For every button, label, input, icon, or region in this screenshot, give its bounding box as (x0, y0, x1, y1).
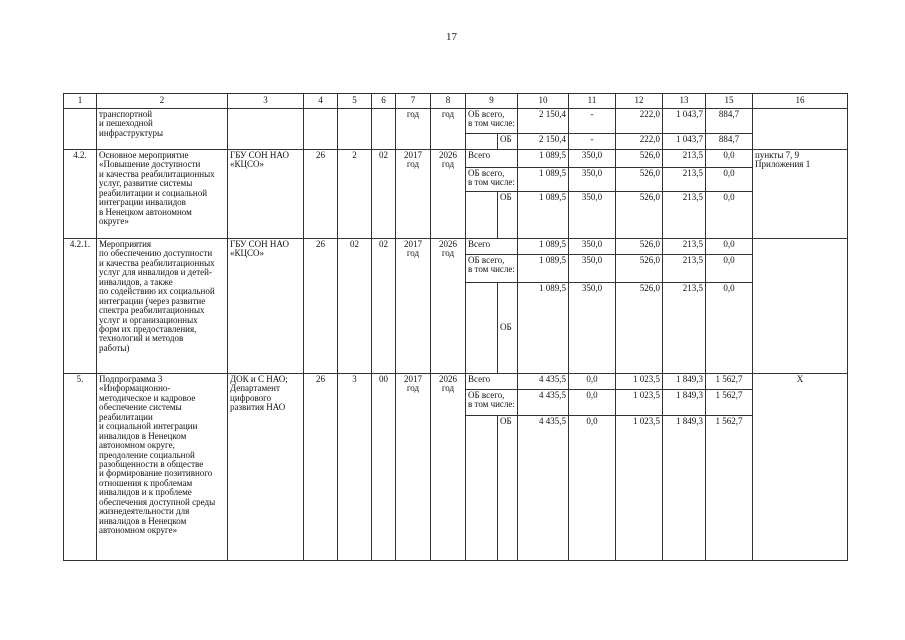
note-cell (753, 239, 848, 374)
header-cell: 11 (569, 94, 616, 109)
value-cell: 526,0 (616, 283, 663, 374)
code-cell: 00 (372, 374, 396, 561)
code-cell: 3 (338, 374, 372, 561)
header-row (64, 94, 848, 109)
header-cell: 3 (228, 94, 304, 109)
start-year: 2017 год (396, 150, 431, 239)
funding-source: ОБ всего, в том числе: (466, 168, 518, 192)
table-row (64, 109, 848, 134)
end-year: год (431, 109, 466, 150)
value-cell: 4 435,5 (518, 390, 569, 416)
value-cell: 222,0 (616, 109, 663, 134)
funding-source: Всего (466, 150, 518, 168)
table-row (64, 374, 848, 390)
value-cell: 1 043,7 (663, 109, 706, 134)
code-cell: 02 (338, 239, 372, 374)
activity-name: Подпрограмма 3 «Информационно- методическое и кадровое обеспечение системы реабилитации и социальной интеграции инвалидов в Ненецком автономном округе, преодоление социальной разобщенности в обществе и формирование позитивного отношения к проблемам инвалидов и к проблеме обеспечения доступной среды жизнедеятельности для инвалидов в Ненецком автономном округе» (97, 374, 228, 561)
code-cell: 26 (304, 150, 338, 239)
value-cell: 1 562,7 (706, 374, 753, 390)
funding-source: ОБ (498, 192, 518, 239)
value-cell: 1 023,5 (616, 374, 663, 390)
value-cell: 884,7 (706, 109, 753, 134)
funding-source: ОБ (498, 416, 518, 561)
value-cell: 1 849,3 (663, 374, 706, 390)
code-cell: 2 (338, 150, 372, 239)
funding-source: ОБ всего, в том числе: (466, 109, 518, 134)
value-cell: 0,0 (706, 255, 753, 283)
value-cell: 1 089,5 (518, 283, 569, 374)
value-cell: 526,0 (616, 192, 663, 239)
value-cell: 0,0 (706, 168, 753, 192)
code-cell: 26 (304, 374, 338, 561)
value-cell: 350,0 (569, 168, 616, 192)
value-cell: 213,5 (663, 150, 706, 168)
end-year: 2026 год (431, 239, 466, 374)
start-year: 2017 год (396, 239, 431, 374)
code-cell: 02 (372, 150, 396, 239)
end-year: 2026 год (431, 374, 466, 561)
value-cell: 0,0 (706, 283, 753, 374)
funding-source: ОБ всего, в том числе: (466, 255, 518, 283)
value-cell: 213,5 (663, 283, 706, 374)
value-cell: 4 435,5 (518, 374, 569, 390)
header-cell: 15 (706, 94, 753, 109)
value-cell: 2 150,4 (518, 134, 569, 150)
value-cell: 0,0 (569, 390, 616, 416)
value-cell: 2 150,4 (518, 109, 569, 134)
value-cell: 1 023,5 (616, 416, 663, 561)
value-cell: - (569, 109, 616, 134)
header-cell: 1 (64, 94, 97, 109)
start-year: год (396, 109, 431, 150)
note-cell: X (753, 374, 848, 561)
value-cell: 0,0 (569, 374, 616, 390)
value-cell: 213,5 (663, 168, 706, 192)
header-cell: 8 (431, 94, 466, 109)
value-cell: 1 089,5 (518, 168, 569, 192)
executor: ГБУ СОН НАО «КЦСО» (228, 150, 304, 239)
funding-source: Всего (466, 239, 518, 255)
value-cell: 222,0 (616, 134, 663, 150)
header-cell: 16 (753, 94, 848, 109)
value-cell: 0,0 (706, 192, 753, 239)
funding-source: ОБ (498, 283, 518, 374)
value-cell: 0,0 (706, 239, 753, 255)
header-cell: 13 (663, 94, 706, 109)
executor: ГБУ СОН НАО «КЦСО» (228, 239, 304, 374)
header-cell: 6 (372, 94, 396, 109)
code-cell: 02 (372, 239, 396, 374)
value-cell: 526,0 (616, 239, 663, 255)
value-cell: 1 043,7 (663, 134, 706, 150)
value-cell: 526,0 (616, 168, 663, 192)
header-cell: 4 (304, 94, 338, 109)
value-cell: - (569, 134, 616, 150)
header-cell: 9 (466, 94, 518, 109)
value-cell: 1 089,5 (518, 192, 569, 239)
page-number: 17 (446, 31, 457, 43)
value-cell: 1 849,3 (663, 416, 706, 561)
end-year: 2026 год (431, 150, 466, 239)
header-cell: 10 (518, 94, 569, 109)
value-cell: 350,0 (569, 192, 616, 239)
executor: ДОК и С НАО; Департамент цифрового развития НАО (228, 374, 304, 561)
row-number: 4.2.1. (64, 239, 97, 374)
activity-name: транспортной и пешеходной инфраструктуры (97, 109, 228, 150)
value-cell: 1 849,3 (663, 390, 706, 416)
header-cell: 5 (338, 94, 372, 109)
header-cell: 7 (396, 94, 431, 109)
value-cell: 1 023,5 (616, 390, 663, 416)
funding-source: Всего (466, 374, 518, 390)
value-cell: 350,0 (569, 239, 616, 255)
value-cell: 213,5 (663, 239, 706, 255)
value-cell: 884,7 (706, 134, 753, 150)
funding-source: ОБ всего, в том числе: (466, 390, 518, 416)
value-cell: 1 089,5 (518, 255, 569, 283)
value-cell: 1 089,5 (518, 239, 569, 255)
value-cell: 350,0 (569, 150, 616, 168)
value-cell: 4 435,5 (518, 416, 569, 561)
value-cell: 350,0 (569, 255, 616, 283)
header-cell: 2 (97, 94, 228, 109)
value-cell: 526,0 (616, 150, 663, 168)
value-cell: 1 562,7 (706, 416, 753, 561)
row-number: 5. (64, 374, 97, 561)
value-cell: 350,0 (569, 283, 616, 374)
value-cell: 213,5 (663, 192, 706, 239)
activity-name: Основное мероприятие «Повышение доступности и качества реабилитационных услуг, развитие системы реабилитации и социальной интеграции инвалидов в Ненецком автономном округе» (97, 150, 228, 239)
value-cell: 1 562,7 (706, 390, 753, 416)
funding-source: ОБ (498, 134, 518, 150)
value-cell: 526,0 (616, 255, 663, 283)
value-cell: 0,0 (706, 150, 753, 168)
activity-name: Мероприятия по обеспечению доступности и качества реабилитационных услуг для инвалидов и детей- инвалидов, а также по содействию их социальной интеграции (через развитие спектра реабилитационных услуг и организационных форм их предоставления, технологий и методов работы) (97, 239, 228, 374)
program-table (63, 93, 848, 561)
value-cell: 213,5 (663, 255, 706, 283)
row-number: 4.2. (64, 150, 97, 239)
value-cell: 0,0 (569, 416, 616, 561)
header-cell: 12 (616, 94, 663, 109)
table-row (64, 150, 848, 168)
note-cell: пункты 7, 9 Приложения 1 (753, 150, 848, 239)
code-cell: 26 (304, 239, 338, 374)
start-year: 2017 год (396, 374, 431, 561)
value-cell: 1 089,5 (518, 150, 569, 168)
table-row (64, 239, 848, 255)
